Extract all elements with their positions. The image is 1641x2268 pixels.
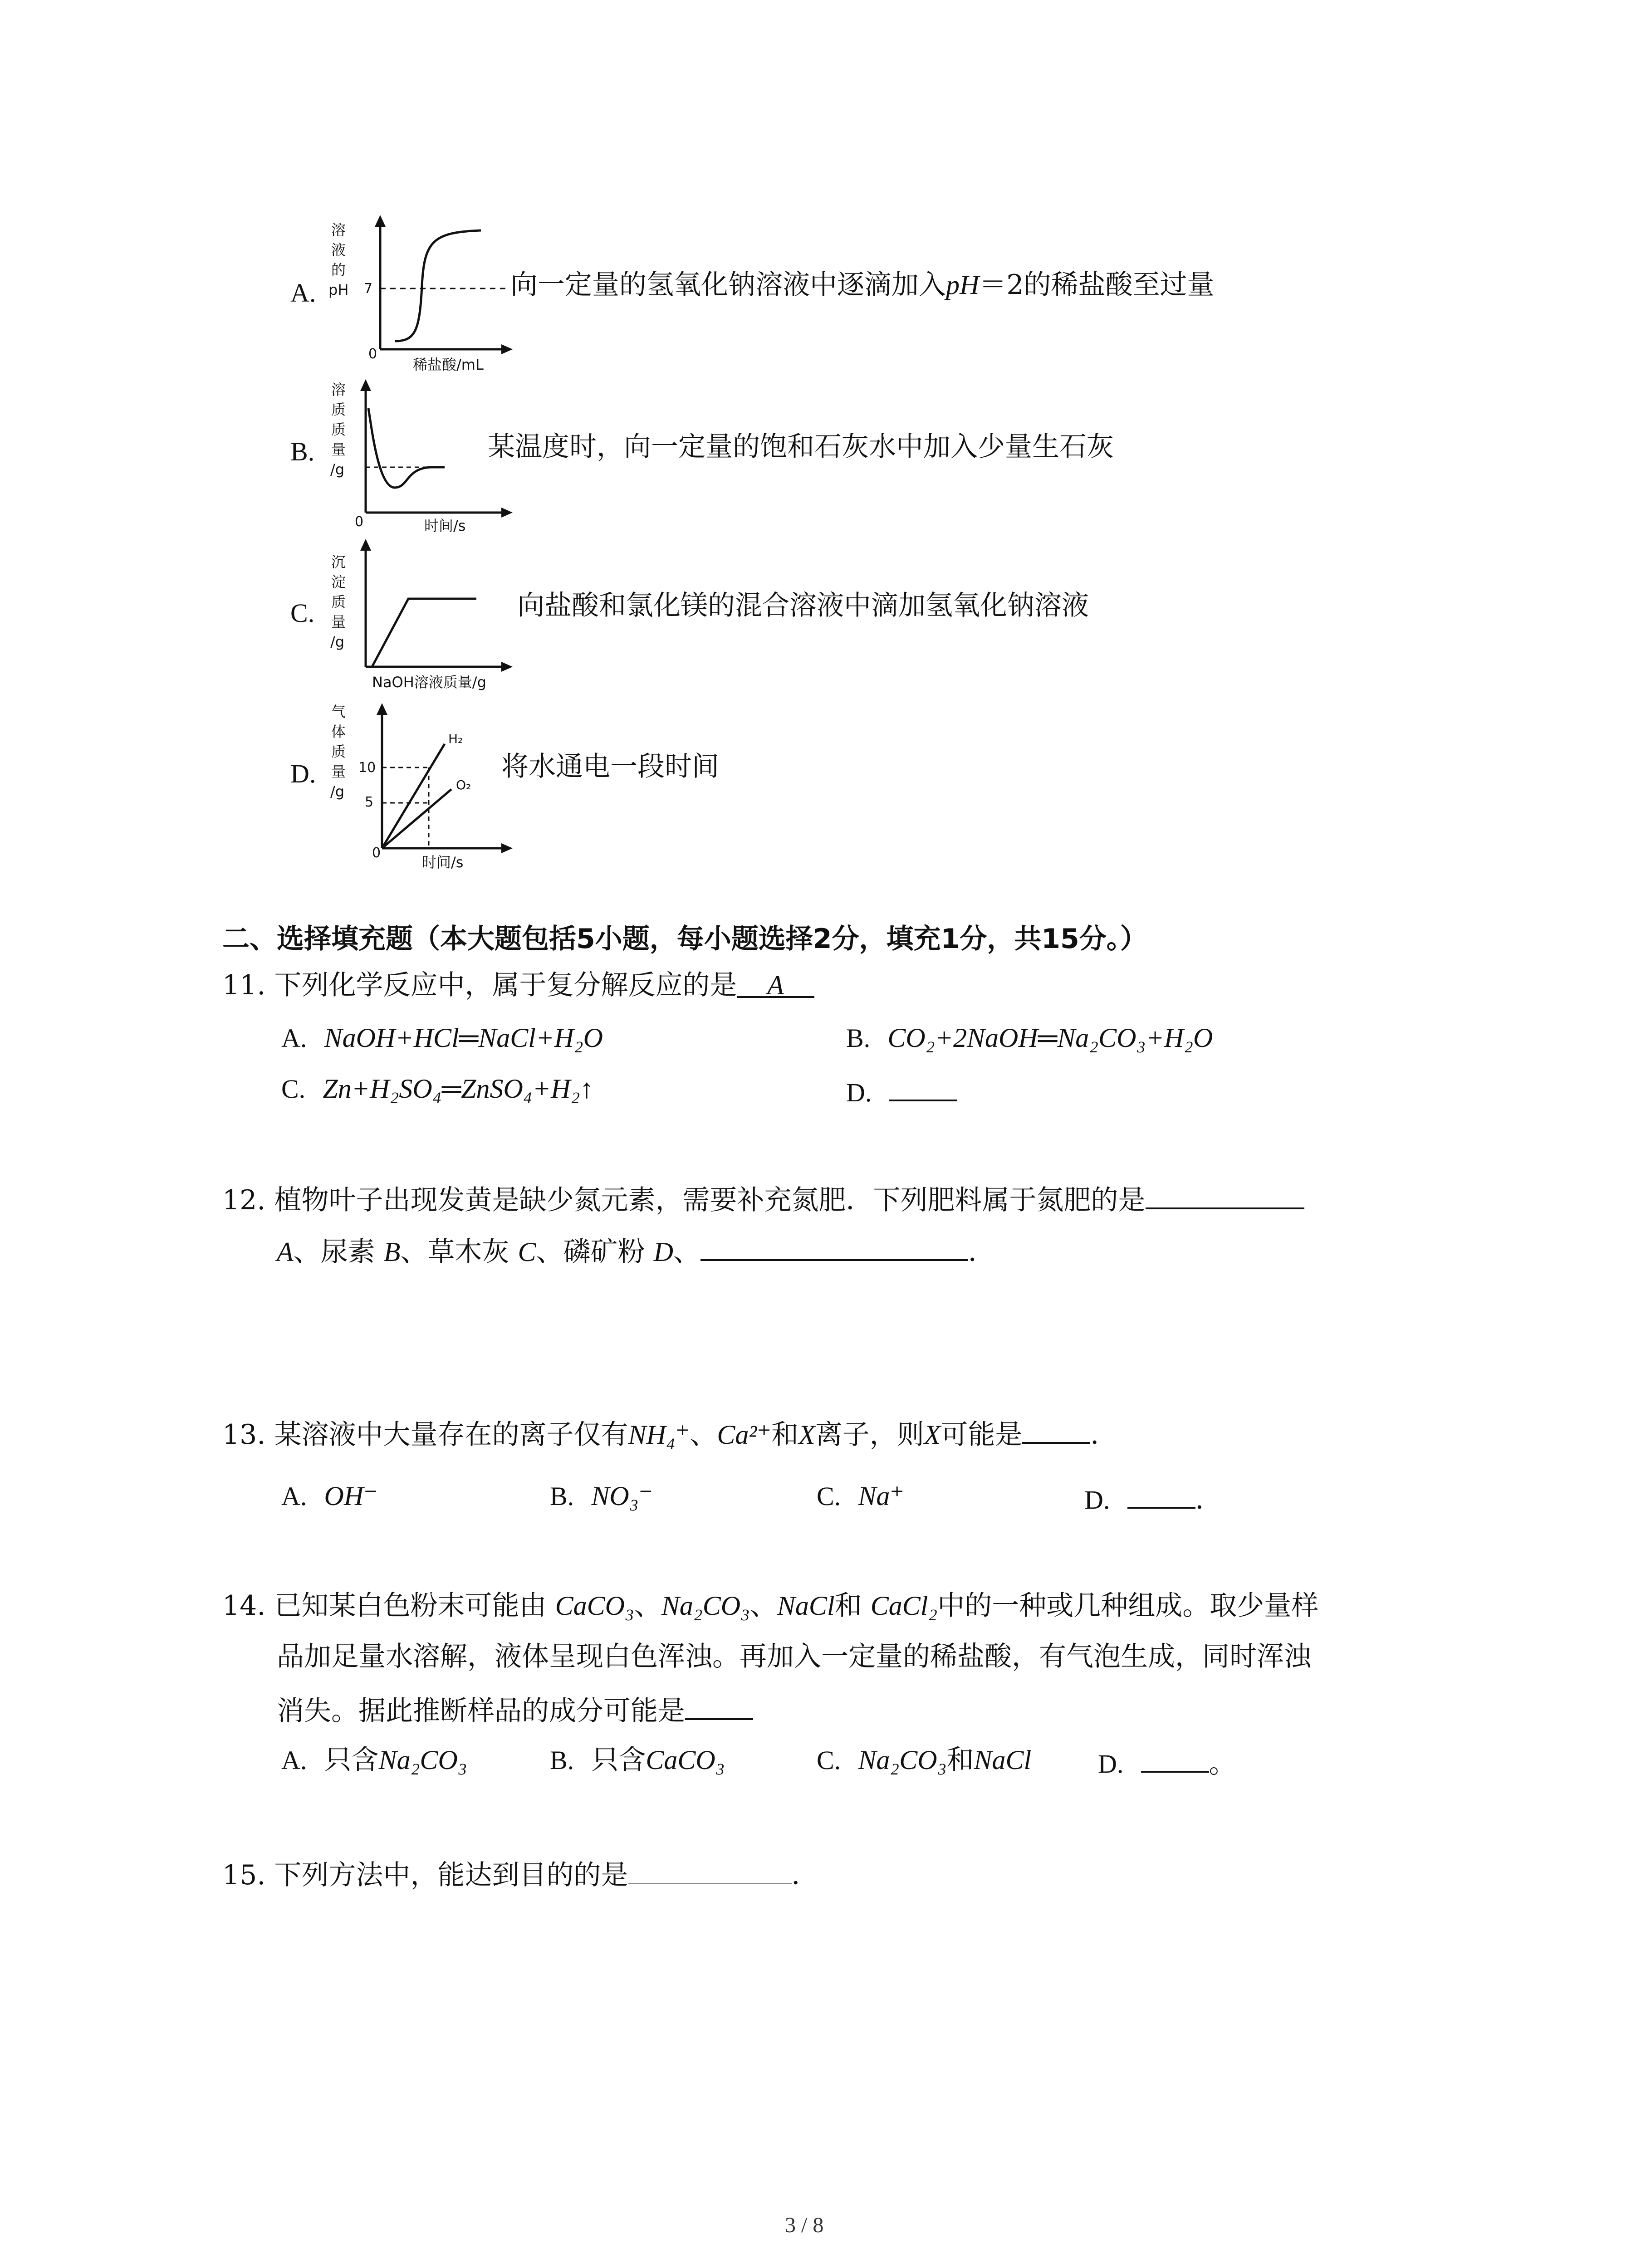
q13-answer-blank[interactable] [1022, 1418, 1090, 1444]
graph-d-h2-label: H₂ [448, 731, 463, 746]
graph-d-y-axis-label [330, 703, 346, 800]
graph-a-ph-curve [327, 213, 517, 376]
svg-text:质: 质 [331, 743, 346, 760]
q14-answer-blank[interactable] [685, 1694, 753, 1720]
svg-text:淀: 淀 [331, 573, 346, 591]
question-12: 12. 植物叶子出现发黄是缺少氮元素，需要补充氮肥．下列肥料属于氮肥的是 [222, 1183, 1304, 1214]
q13-option-c: C. Na⁺ [817, 1481, 905, 1511]
svg-text:量: 量 [331, 441, 346, 458]
svg-text:/g: /g [330, 461, 345, 478]
graph-b-y-axis-label [330, 381, 346, 478]
graph-d-y-tick-5: 5 [365, 794, 374, 810]
question-13: 13. 某溶液中大量存在的离子仅有NH₄⁺、Ca²⁺和X离子，则X可能是 ． [222, 1418, 1117, 1448]
page-number: 3 / 8 [785, 2213, 824, 2237]
graph-b-y-arrow [360, 379, 371, 391]
graph-d-y-tick-10: 10 [358, 760, 376, 776]
graph-c-x-axis-label: NaOH溶液质量/g [372, 674, 486, 691]
q14-option-a: A. 只含Na₂CO₃ [281, 1744, 467, 1776]
option-c-label: C. [290, 598, 315, 628]
q11-answer-blank[interactable]: A [737, 972, 814, 998]
option-d-text: 将水通电一段时间 [501, 751, 719, 782]
question-11: 11. 下列化学反应中，属于复分解反应的是 A [222, 972, 814, 999]
q13-option-a: A. OH⁻ [281, 1481, 378, 1511]
svg-text:pH: pH [328, 281, 349, 298]
graph-d-h2-line [382, 744, 445, 848]
graph-a-y-axis-label [328, 221, 348, 298]
q15-answer-blank[interactable] [628, 1859, 792, 1884]
option-a-text: 向一定量的氢氧化钠溶液中逐滴加入pH＝2的稀盐酸至过量 [510, 269, 1215, 301]
option-a-label: A. [290, 278, 316, 308]
q11-option-c: C. Zn+H₂SO₄═ZnSO₄+H₂↑ [281, 1074, 594, 1104]
graph-d-origin: 0 [372, 845, 381, 861]
graph-d-o2-label: O₂ [456, 777, 471, 792]
svg-text:/g: /g [330, 783, 345, 800]
graph-a-y-arrow [375, 215, 386, 227]
graph-a-x-arrow [501, 344, 513, 354]
q14-option-b: B. 只含CaCO₃ [550, 1744, 725, 1776]
option-b-label: B. [290, 437, 315, 466]
svg-text:沉: 沉 [331, 553, 346, 571]
q13-option-d-blank[interactable] [1127, 1482, 1195, 1509]
graph-b-origin: 0 [355, 514, 364, 530]
graph-a-x-axis-label: 稀盐酸/mL [413, 356, 484, 373]
q12-answer-blank[interactable] [1146, 1183, 1304, 1209]
q14-option-c: C. Na₂CO₃和NaCl [817, 1744, 1032, 1776]
q13-option-d: D. ． [1084, 1482, 1223, 1513]
svg-text:的: 的 [331, 261, 346, 279]
q11-option-d: D. [846, 1075, 957, 1106]
q13-option-b: B. NO₃⁻ [550, 1481, 653, 1511]
graph-c-y-axis-label [330, 553, 346, 650]
svg-text:量: 量 [331, 763, 346, 780]
graph-d-x-axis-label: 时间/s [422, 854, 464, 871]
svg-text:质: 质 [331, 421, 346, 438]
q11-option-a: A. NaOH+HCl═NaCl+H₂O [281, 1023, 603, 1053]
svg-text:溶: 溶 [331, 221, 346, 239]
q14-option-d-blank[interactable] [1141, 1746, 1209, 1773]
question-14-line2: 品加足量水溶解，液体呈现白色浑浊。再加入一定量的稀盐酸，有气泡生成，同时浑浊 [277, 1641, 1311, 1672]
svg-text:质: 质 [331, 593, 346, 611]
svg-text:液: 液 [331, 241, 346, 259]
svg-text:气: 气 [331, 703, 346, 720]
option-b-text: 某温度时，向一定量的饱和石灰水中加入少量生石灰 [488, 431, 1114, 463]
graph-c-x-arrow [501, 662, 513, 672]
option-d-label: D. [290, 759, 316, 788]
q14-option-d: D. 。 [1098, 1746, 1236, 1777]
graph-a-origin: 0 [368, 346, 377, 362]
graph-b-x-arrow [501, 508, 513, 518]
graph-b-x-axis-label: 时间/s [424, 517, 466, 534]
graph-c-y-arrow [360, 539, 371, 551]
graph-c-precipitate-mass [327, 535, 535, 703]
graph-b-curve [368, 408, 445, 488]
graph-d-gas-mass [327, 699, 517, 871]
svg-text:溶: 溶 [331, 381, 346, 398]
graph-c-curve [372, 599, 476, 667]
graph-a-curve [395, 230, 481, 341]
q11-option-b: B. CO₂+2NaOH═Na₂CO₃+H₂O [846, 1023, 1213, 1053]
svg-text:质: 质 [331, 401, 346, 418]
q11-option-d-blank[interactable] [889, 1075, 957, 1101]
graph-d-o2-line [382, 789, 451, 848]
q12-options-line: A、尿素 B、草木灰 C、磷矿粉 D、 ． [277, 1235, 995, 1266]
graph-d-x-arrow [501, 843, 513, 853]
svg-text:体: 体 [331, 723, 346, 740]
graph-d-y-arrow [377, 703, 387, 715]
question-14-line3: 消失。据此推断样品的成分可能是 [277, 1694, 753, 1725]
q12-option-d-blank[interactable] [700, 1235, 968, 1261]
section-2-heading: 二、选择填充题（本大题包括5小题，每小题选择2分，填充1分，共15分。） [222, 923, 1147, 955]
svg-text:/g: /g [330, 633, 345, 650]
option-c-text: 向盐酸和氯化镁的混合溶液中滴加氢氧化钠溶液 [517, 590, 1089, 621]
svg-text:量: 量 [331, 613, 346, 631]
graph-a-y-tick-7: 7 [364, 281, 373, 297]
question-15: 15. 下列方法中，能达到目的的是 ． [222, 1859, 819, 1891]
question-14-line1: 14. 已知某白色粉末可能由 CaCO₃、Na₂CO₃、NaCl和 CaCl₂中的一种或几种组成。取少量样 [222, 1590, 1319, 1622]
